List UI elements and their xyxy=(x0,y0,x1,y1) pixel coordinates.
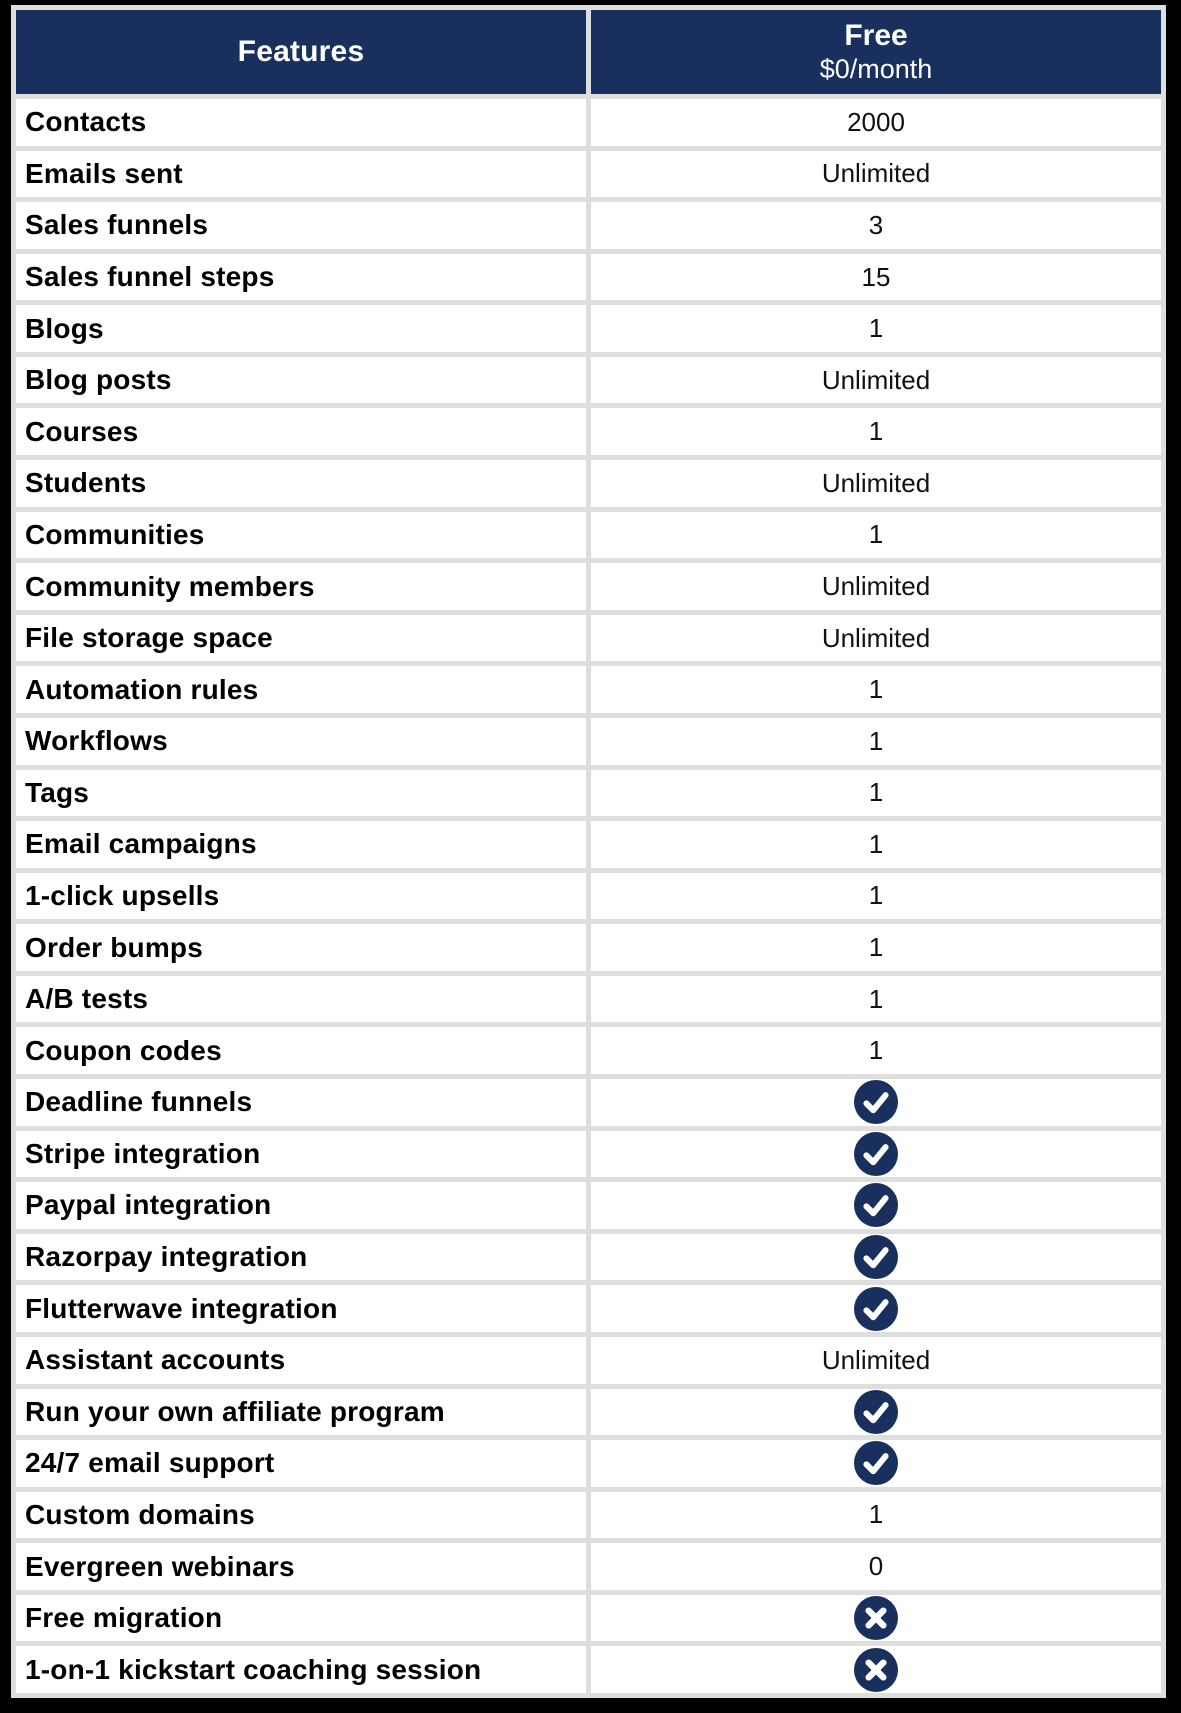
feature-value-cell xyxy=(591,305,1161,352)
feature-label: Workflows xyxy=(25,725,168,757)
feature-label-cell xyxy=(16,924,586,971)
feature-label-cell xyxy=(16,821,586,868)
feature-label: Blogs xyxy=(25,312,104,344)
feature-label: Tags xyxy=(25,776,90,808)
check-icon xyxy=(854,1183,898,1227)
feature-label-cell xyxy=(16,1646,586,1693)
feature-label: Order bumps xyxy=(25,931,204,963)
feature-value-cell xyxy=(591,1595,1161,1642)
feature-label-cell xyxy=(16,1027,586,1074)
feature-label: Students xyxy=(25,467,147,499)
features-header-label: Features xyxy=(237,35,365,68)
feature-label: Emails sent xyxy=(25,157,183,189)
feature-value-cell xyxy=(591,151,1161,198)
feature-value-cell xyxy=(591,821,1161,868)
check-icon xyxy=(854,1080,898,1124)
feature-label: Contacts xyxy=(25,106,147,138)
feature-label-cell xyxy=(16,1543,586,1590)
feature-value: 1 xyxy=(868,932,884,963)
feature-value-cell xyxy=(591,512,1161,559)
plan-name: Free xyxy=(844,18,908,52)
feature-label-cell xyxy=(16,1440,586,1487)
feature-value: 3 xyxy=(868,209,884,240)
feature-value-cell xyxy=(591,1182,1161,1229)
feature-label-cell xyxy=(16,1337,586,1384)
feature-label: Assistant accounts xyxy=(25,1344,286,1376)
feature-value: 0 xyxy=(868,1551,884,1582)
feature-label-cell xyxy=(16,151,586,198)
feature-value: 1 xyxy=(868,1499,884,1530)
feature-value: 1 xyxy=(868,880,884,911)
feature-value: Unlimited xyxy=(821,1344,931,1375)
feature-value-cell xyxy=(591,1131,1161,1178)
feature-value-cell xyxy=(591,770,1161,817)
feature-label-cell xyxy=(16,305,586,352)
feature-label-cell xyxy=(16,873,586,920)
check-icon xyxy=(854,1441,898,1485)
feature-label-cell xyxy=(16,254,586,301)
feature-value: 15 xyxy=(861,261,891,292)
feature-value-cell xyxy=(591,408,1161,455)
feature-value-cell xyxy=(591,924,1161,971)
feature-label-cell xyxy=(16,563,586,610)
check-icon xyxy=(854,1287,898,1331)
feature-value-cell xyxy=(591,1492,1161,1539)
feature-label-cell xyxy=(16,1079,586,1126)
feature-label: Communities xyxy=(25,518,205,550)
feature-label-cell xyxy=(16,512,586,559)
feature-value-cell xyxy=(591,1285,1161,1332)
feature-label-cell xyxy=(16,1595,586,1642)
feature-value: Unlimited xyxy=(821,571,931,601)
feature-label: Flutterwave integration xyxy=(25,1292,338,1324)
feature-label-cell xyxy=(16,1389,586,1436)
feature-value-cell xyxy=(591,202,1161,249)
feature-label: Sales funnels xyxy=(25,209,209,241)
feature-label-cell xyxy=(16,1285,586,1332)
feature-value-cell xyxy=(591,460,1161,507)
feature-value: 1 xyxy=(868,519,884,550)
feature-value: 1 xyxy=(868,313,884,344)
cross-icon xyxy=(854,1648,898,1692)
feature-label: Automation rules xyxy=(25,673,259,705)
feature-comparison-table xyxy=(11,5,1166,1698)
features-column-header xyxy=(16,10,586,94)
feature-value: 2000 xyxy=(847,106,905,137)
feature-label-cell xyxy=(16,460,586,507)
feature-label: File storage space xyxy=(25,622,273,654)
feature-value-cell xyxy=(591,718,1161,765)
feature-label: Community members xyxy=(25,570,315,602)
feature-label: Deadline funnels xyxy=(25,1086,253,1118)
feature-value-cell xyxy=(591,357,1161,404)
feature-value-cell xyxy=(591,1389,1161,1436)
feature-value-cell xyxy=(591,1543,1161,1590)
feature-value-cell xyxy=(591,1079,1161,1126)
feature-label: Run your own affiliate program xyxy=(25,1395,445,1427)
feature-label: 1-on-1 kickstart coaching session xyxy=(25,1653,482,1685)
feature-value-cell xyxy=(591,99,1161,146)
feature-label-cell xyxy=(16,408,586,455)
feature-label: A/B tests xyxy=(25,983,149,1015)
feature-label: Razorpay integration xyxy=(25,1241,308,1273)
feature-value: 1 xyxy=(868,983,884,1014)
feature-label: Paypal integration xyxy=(25,1189,272,1221)
feature-label-cell xyxy=(16,718,586,765)
feature-label-cell xyxy=(16,666,586,713)
feature-label: Stripe integration xyxy=(25,1137,261,1169)
feature-value-cell xyxy=(591,1027,1161,1074)
feature-value-cell xyxy=(591,563,1161,610)
feature-value: Unlimited xyxy=(821,467,931,498)
feature-value-cell xyxy=(591,873,1161,920)
feature-label: 24/7 email support xyxy=(25,1447,275,1479)
feature-label: Custom domains xyxy=(25,1498,255,1530)
feature-label-cell xyxy=(16,1131,586,1178)
feature-label-cell xyxy=(16,976,586,1023)
feature-value-cell xyxy=(591,254,1161,301)
check-icon xyxy=(854,1390,898,1434)
feature-label-cell xyxy=(16,1234,586,1281)
feature-value: 1 xyxy=(868,416,884,447)
feature-label: Evergreen webinars xyxy=(25,1550,295,1582)
feature-label: Email campaigns xyxy=(25,828,257,860)
feature-label: Free migration xyxy=(25,1602,223,1634)
feature-value: 1 xyxy=(868,725,884,756)
plan-column-header xyxy=(591,10,1161,94)
feature-value: Unlimited xyxy=(821,158,931,189)
feature-label-cell xyxy=(16,770,586,817)
feature-label-cell xyxy=(16,1492,586,1539)
feature-value-cell xyxy=(591,1234,1161,1281)
feature-value-cell xyxy=(591,1440,1161,1487)
table-grid xyxy=(16,10,1161,1693)
feature-label: 1-click upsells xyxy=(25,879,220,911)
feature-label-cell xyxy=(16,1182,586,1229)
feature-value: 1 xyxy=(868,828,884,859)
feature-value: Unlimited xyxy=(821,622,931,653)
feature-value: 1 xyxy=(868,674,884,705)
cross-icon xyxy=(854,1596,898,1640)
plan-price: $0/month xyxy=(819,53,933,84)
feature-label-cell xyxy=(16,615,586,662)
feature-label: Courses xyxy=(25,415,139,447)
feature-value-cell xyxy=(591,976,1161,1023)
feature-label-cell xyxy=(16,202,586,249)
feature-value-cell xyxy=(591,1646,1161,1693)
feature-label-cell xyxy=(16,99,586,146)
check-icon xyxy=(854,1235,898,1279)
feature-label: Blog posts xyxy=(25,364,172,396)
feature-value: 1 xyxy=(868,1035,884,1066)
feature-value-cell xyxy=(591,615,1161,662)
feature-label-cell xyxy=(16,357,586,404)
feature-value-cell xyxy=(591,666,1161,713)
feature-value: Unlimited xyxy=(821,364,931,395)
feature-value-cell xyxy=(591,1337,1161,1384)
check-icon xyxy=(854,1132,898,1176)
feature-label: Coupon codes xyxy=(25,1034,222,1066)
feature-value: 1 xyxy=(868,777,884,808)
feature-label: Sales funnel steps xyxy=(25,261,275,293)
